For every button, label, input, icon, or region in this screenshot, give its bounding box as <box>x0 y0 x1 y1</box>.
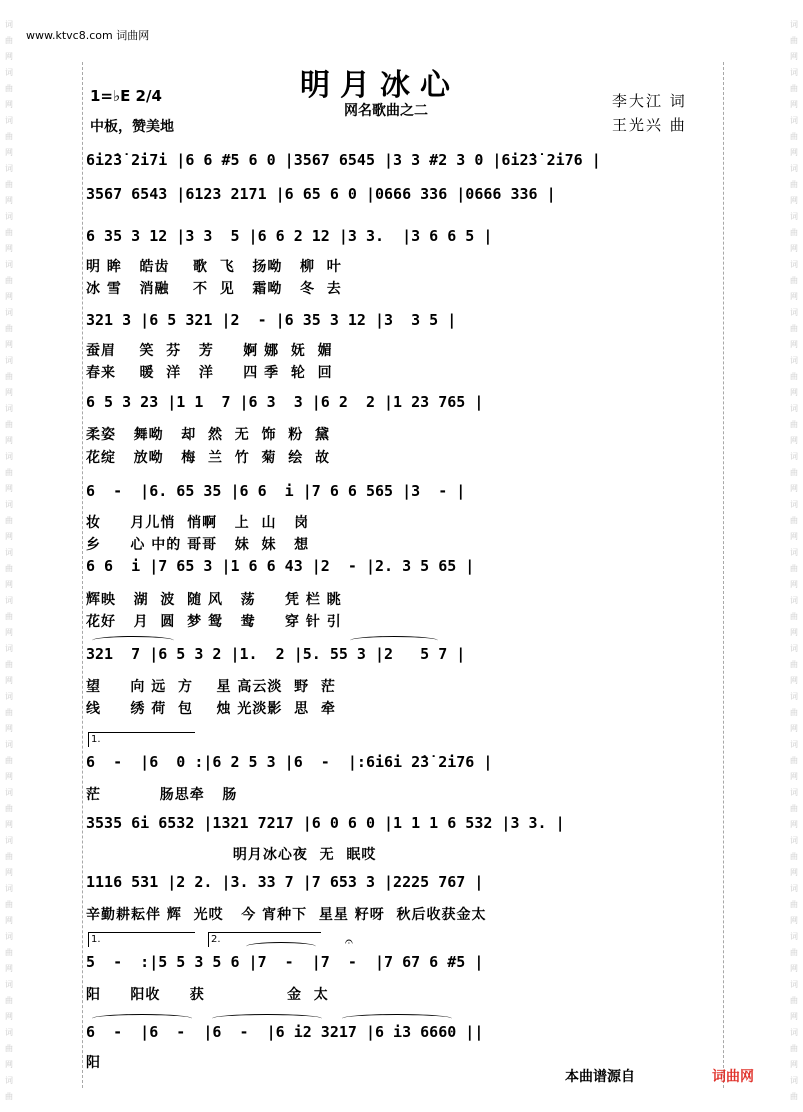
watermark-glyph: 词 <box>5 1076 13 1085</box>
watermark-glyph: 曲 <box>5 228 13 237</box>
notation-row: 3535 6i 6532 |1321 7217 |6 0 6 0 |1 1 1 6 532 |3 3. | <box>86 814 565 832</box>
watermark-glyph: 网 <box>5 916 13 925</box>
volta-second: 2. <box>208 932 321 947</box>
tempo-marking: 中板，赞美地 <box>90 119 174 135</box>
watermark-glyph: 网 <box>790 772 798 781</box>
lyric-line: 明 眸 皓齿 歌 飞 扬呦 柳 叶 <box>86 259 342 275</box>
watermark-glyph: 曲 <box>790 1092 798 1101</box>
lyric-line: 茫 肠思牵 肠 <box>86 787 238 803</box>
song-subtitle: 网名歌曲之二 <box>344 103 428 119</box>
watermark-glyph: 网 <box>790 292 798 301</box>
notation-row: 6i2̇3̇ 2̇i7i |6 6 #5 6 0 |3567 6545 |3 3 #2 3 0 |6i2̇3̇ 2̇i76 | <box>86 151 601 169</box>
watermark-glyph: 曲 <box>5 804 13 813</box>
watermark-glyph: 词 <box>790 836 798 845</box>
watermark-glyph: 词 <box>5 164 13 173</box>
watermark-glyph: 曲 <box>5 564 13 573</box>
slur-mark <box>246 942 316 951</box>
watermark-glyph: 曲 <box>5 612 13 621</box>
watermark-glyph: 曲 <box>790 180 798 189</box>
watermark-glyph: 网 <box>790 916 798 925</box>
watermark-glyph: 词 <box>790 116 798 125</box>
fermata-icon: 𝄐 <box>345 934 353 950</box>
notation-row: 6 6 i |7 65 3 |1 6 6 43 |2 - |2. 3 5 65 | <box>86 557 475 575</box>
watermark-glyph: 曲 <box>790 516 798 525</box>
watermark-glyph: 词 <box>790 356 798 365</box>
watermark-glyph: 曲 <box>5 948 13 957</box>
watermark-glyph: 词 <box>5 500 13 509</box>
watermark-glyph: 词 <box>790 596 798 605</box>
watermark-glyph: 词 <box>5 788 13 797</box>
watermark-glyph: 词 <box>5 740 13 749</box>
volta-first: 1. <box>88 732 195 747</box>
watermark-glyph: 网 <box>5 196 13 205</box>
watermark-glyph: 网 <box>5 340 13 349</box>
watermark-glyph: 网 <box>790 436 798 445</box>
lyric-line: 柔姿 舞呦 却 然 无 饰 粉 黛 <box>86 427 330 443</box>
watermark-glyph: 曲 <box>790 276 798 285</box>
watermark-glyph: 词 <box>790 980 798 989</box>
lyric-line: 辛勤耕耘伴 辉 光哎 今 宵种下 星星 籽呀 秋后收获金太 <box>86 907 487 923</box>
watermark-glyph: 曲 <box>790 372 798 381</box>
watermark-glyph: 网 <box>790 196 798 205</box>
watermark-glyph: 曲 <box>790 84 798 93</box>
watermark-glyph: 网 <box>5 148 13 157</box>
watermark-glyph: 曲 <box>790 36 798 45</box>
lyric-line: 望 向 远 方 星 高云淡 野 茫 <box>86 679 336 695</box>
notation-row: 6 - |6 0 :|6 2 5 3 |6 - |:6i6i 2̇3̇ 2̇i76 | <box>86 753 493 771</box>
watermark-glyph: 网 <box>790 820 798 829</box>
watermark-glyph: 曲 <box>790 324 798 333</box>
watermark-glyph: 网 <box>5 628 13 637</box>
watermark-glyph: 词 <box>5 932 13 941</box>
watermark-glyph: 曲 <box>5 900 13 909</box>
watermark-glyph: 曲 <box>790 420 798 429</box>
watermark-glyph: 曲 <box>5 180 13 189</box>
watermark-glyph: 曲 <box>790 1044 798 1053</box>
watermark-glyph: 词 <box>790 212 798 221</box>
notation-row: 6 35 3 12 |3 3 5 |6 6 2 12 |3 3. |3 6 6 5 | <box>86 227 493 245</box>
watermark-glyph: 词 <box>5 68 13 77</box>
watermark-glyph: 网 <box>790 628 798 637</box>
watermark-glyph: 网 <box>5 292 13 301</box>
watermark-glyph: 曲 <box>5 852 13 861</box>
notation-row: 3567 6543 |6123 2171 |6 65 6 0 |0666 336 |0666 336 | <box>86 185 556 203</box>
notation-row: 5 - :|5 5 3 5 6 |7 - |7 - |7 67 6 #5 | <box>86 953 484 971</box>
watermark-glyph: 曲 <box>790 708 798 717</box>
watermark-glyph: 网 <box>5 964 13 973</box>
watermark-glyph: 曲 <box>5 708 13 717</box>
watermark-glyph: 词 <box>790 20 798 29</box>
watermark-glyph: 曲 <box>790 132 798 141</box>
watermark-glyph: 网 <box>5 484 13 493</box>
watermark-glyph: 曲 <box>5 84 13 93</box>
watermark-glyph: 曲 <box>790 228 798 237</box>
notation-row: 321 3 |6 5 321 |2 - |6 35 3 12 |3 3 5 | <box>86 311 457 329</box>
watermark-glyph: 网 <box>5 724 13 733</box>
lyric-line: 线 绣 荷 包 烛 光淡影 思 牵 <box>86 701 336 717</box>
lyric-line: 蚕眉 笑 芬 芳 婀 娜 妩 媚 <box>86 343 333 359</box>
lyric-line: 阳 阳收 获 金 太 <box>86 987 329 1003</box>
watermark-glyph: 词 <box>790 548 798 557</box>
watermark-glyph: 曲 <box>5 660 13 669</box>
watermark-glyph: 曲 <box>5 1092 13 1101</box>
lyric-line: 花好 月 圆 梦 鸳 鸯 穿 针 引 <box>86 614 342 630</box>
watermark-glyph: 词 <box>790 260 798 269</box>
watermark-glyph: 网 <box>790 148 798 157</box>
watermark-glyph: 词 <box>790 692 798 701</box>
watermark-glyph: 曲 <box>5 468 13 477</box>
watermark-right <box>787 0 801 1112</box>
watermark-glyph: 词 <box>790 740 798 749</box>
watermark-glyph: 曲 <box>5 516 13 525</box>
watermark-glyph: 网 <box>790 868 798 877</box>
watermark-glyph: 词 <box>790 788 798 797</box>
watermark-glyph: 曲 <box>790 660 798 669</box>
watermark-glyph: 网 <box>790 532 798 541</box>
watermark-glyph: 网 <box>790 100 798 109</box>
watermark-glyph: 网 <box>5 388 13 397</box>
watermark-glyph: 词 <box>5 20 13 29</box>
site-url[interactable]: www.ktvc8.com 词曲网 <box>26 29 150 42</box>
source-note: 本曲谱源自 <box>565 1069 635 1085</box>
song-title: 明月冰心 <box>300 68 460 103</box>
watermark-glyph: 网 <box>790 964 798 973</box>
watermark-glyph: 曲 <box>790 852 798 861</box>
watermark-glyph: 网 <box>790 724 798 733</box>
watermark-glyph: 曲 <box>5 276 13 285</box>
lyric-line: 阳 <box>86 1055 101 1071</box>
watermark-glyph: 曲 <box>790 804 798 813</box>
notation-row: 6 5 3 23 |1 1 7 |6 3 3 |6 2 2 |1 23 765 | <box>86 393 484 411</box>
watermark-glyph: 曲 <box>5 36 13 45</box>
lyric-line: 花绽 放呦 梅 兰 竹 菊 绘 故 <box>86 450 330 466</box>
watermark-glyph: 曲 <box>790 756 798 765</box>
lyric-line: 乡 心 中的 哥哥 妹 妹 想 <box>86 537 310 553</box>
watermark-glyph: 网 <box>5 1060 13 1069</box>
watermark-glyph: 词 <box>5 836 13 845</box>
watermark-glyph: 词 <box>790 644 798 653</box>
watermark-glyph: 曲 <box>790 996 798 1005</box>
watermark-glyph: 词 <box>790 884 798 893</box>
watermark-glyph: 网 <box>790 580 798 589</box>
watermark-glyph: 词 <box>5 404 13 413</box>
watermark-glyph: 网 <box>790 484 798 493</box>
lyric-line: 冰 雪 消融 不 见 霜呦 冬 去 <box>86 281 342 297</box>
brand-logo[interactable]: 词曲网 <box>712 1069 754 1085</box>
lyric-line: 妆 月儿悄 悄啊 上 山 岗 <box>86 515 310 531</box>
watermark-glyph: 词 <box>790 1076 798 1085</box>
watermark-glyph: 曲 <box>790 900 798 909</box>
watermark-glyph: 词 <box>5 692 13 701</box>
watermark-glyph: 网 <box>790 244 798 253</box>
watermark-glyph: 曲 <box>5 372 13 381</box>
watermark-glyph: 词 <box>5 212 13 221</box>
watermark-glyph: 词 <box>5 644 13 653</box>
watermark-glyph: 曲 <box>5 132 13 141</box>
watermark-glyph: 词 <box>790 1028 798 1037</box>
watermark-glyph: 网 <box>5 868 13 877</box>
watermark-glyph: 词 <box>5 884 13 893</box>
watermark-glyph: 网 <box>790 52 798 61</box>
watermark-glyph: 词 <box>790 68 798 77</box>
watermark-glyph: 网 <box>5 436 13 445</box>
key-signature: 1=♭E 2/4 <box>90 87 162 105</box>
watermark-glyph: 词 <box>5 548 13 557</box>
watermark-left <box>2 0 16 1112</box>
watermark-glyph: 词 <box>790 308 798 317</box>
lyric-line: 明月冰心夜 无 眠哎 <box>86 847 377 863</box>
watermark-glyph: 词 <box>5 116 13 125</box>
watermark-glyph: 网 <box>5 772 13 781</box>
watermark-glyph: 网 <box>790 340 798 349</box>
lyricist-credit: 李大江 词 <box>612 92 687 110</box>
watermark-glyph: 网 <box>790 676 798 685</box>
watermark-glyph: 曲 <box>790 612 798 621</box>
notation-row: 321 7 |6 5 3 2 |1. 2 |5. 55 3 |2 5 7 | <box>86 645 466 663</box>
notation-row: 1116 531 |2 2. |3. 33 7 |7 653 3 |2225 767 | <box>86 873 484 891</box>
watermark-glyph: 词 <box>5 452 13 461</box>
watermark-glyph: 网 <box>790 388 798 397</box>
notation-row: 6 - |6 - |6 - |6 i2 3217 |6 i3 6660 || <box>86 1023 484 1041</box>
composer-credit: 王光兴 曲 <box>612 116 687 134</box>
watermark-glyph: 词 <box>5 356 13 365</box>
watermark-glyph: 曲 <box>5 756 13 765</box>
watermark-glyph: 词 <box>5 596 13 605</box>
watermark-glyph: 曲 <box>790 948 798 957</box>
watermark-glyph: 曲 <box>5 420 13 429</box>
watermark-glyph: 网 <box>5 244 13 253</box>
notation-row: 6 - |6. 65 35 |6 6 i |7 6 6 565 |3 - | <box>86 482 466 500</box>
watermark-glyph: 网 <box>5 820 13 829</box>
watermark-glyph: 曲 <box>790 564 798 573</box>
watermark-glyph: 词 <box>790 932 798 941</box>
watermark-glyph: 网 <box>790 1012 798 1021</box>
watermark-glyph: 网 <box>790 1060 798 1069</box>
watermark-glyph: 曲 <box>5 324 13 333</box>
watermark-glyph: 网 <box>5 52 13 61</box>
watermark-glyph: 词 <box>5 308 13 317</box>
watermark-glyph: 词 <box>790 404 798 413</box>
watermark-glyph: 词 <box>5 980 13 989</box>
watermark-glyph: 词 <box>790 500 798 509</box>
lyric-line: 春来 暖 洋 洋 四 季 轮 回 <box>86 365 333 381</box>
watermark-glyph: 曲 <box>5 1044 13 1053</box>
watermark-glyph: 网 <box>5 100 13 109</box>
watermark-glyph: 网 <box>5 1012 13 1021</box>
watermark-glyph: 词 <box>790 452 798 461</box>
watermark-glyph: 网 <box>5 676 13 685</box>
watermark-glyph: 网 <box>5 580 13 589</box>
watermark-glyph: 词 <box>5 260 13 269</box>
watermark-glyph: 网 <box>5 532 13 541</box>
watermark-glyph: 词 <box>5 1028 13 1037</box>
watermark-glyph: 词 <box>790 164 798 173</box>
lyric-line: 辉映 湖 波 随 风 荡 凭 栏 眺 <box>86 592 342 608</box>
watermark-glyph: 曲 <box>790 468 798 477</box>
watermark-glyph: 曲 <box>5 996 13 1005</box>
volta-first: 1. <box>88 932 195 947</box>
